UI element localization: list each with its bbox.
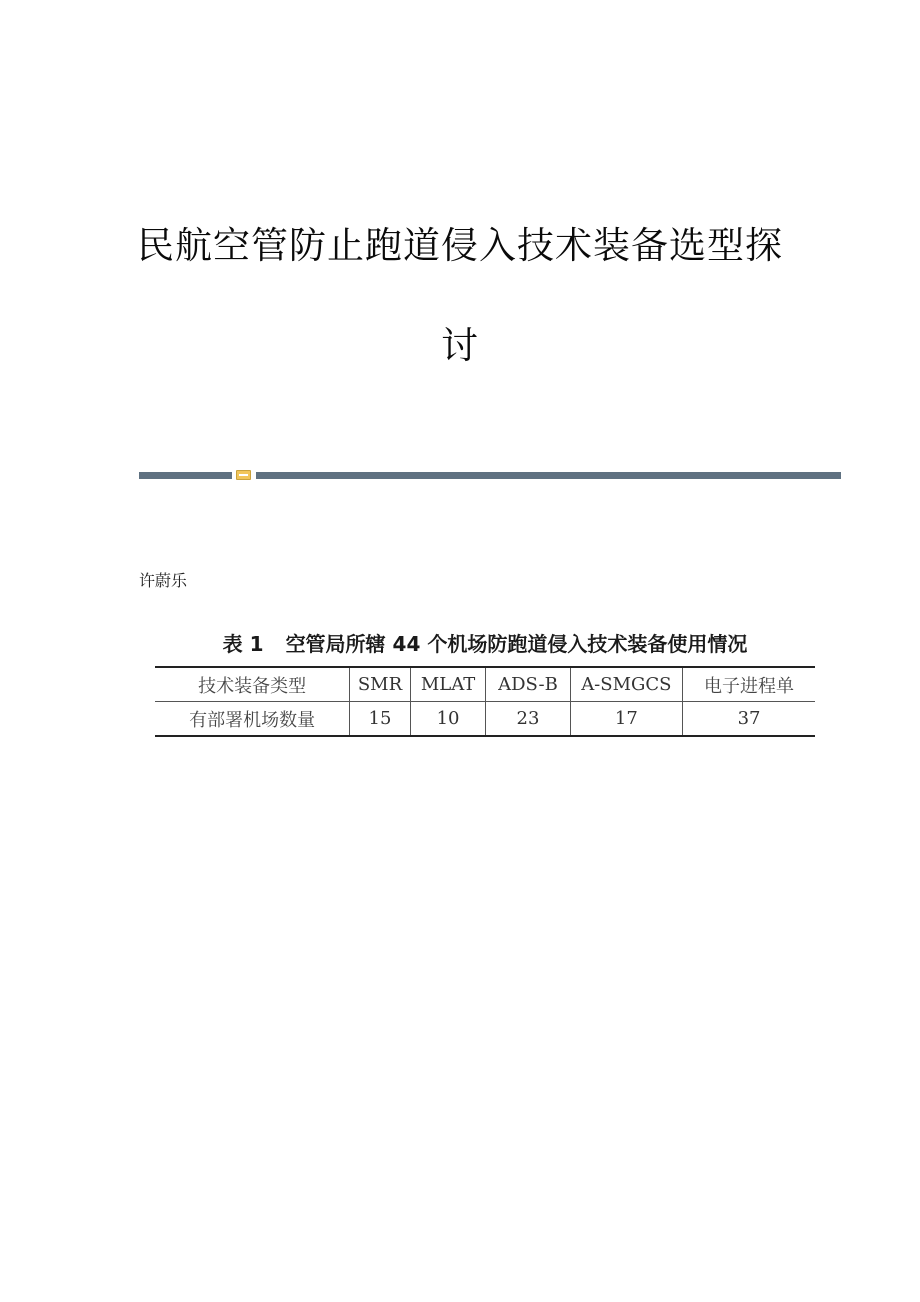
document-title-line-2: 讨 — [441, 324, 479, 367]
table-caption-text: 空管局所辖 44 个机场防跑道侵入技术装备使用情况 — [285, 632, 748, 656]
table-header-cell: 电子进程单 — [683, 667, 815, 702]
document-title-line-1: 民航空管防止跑道侵入技术装备选型探 — [137, 224, 783, 267]
table-header-cell: ADS-B — [486, 667, 570, 702]
table-cell: 10 — [410, 702, 485, 737]
table-header-cell: 技术装备类型 — [155, 667, 350, 702]
table-header-cell: A-SMGCS — [570, 667, 682, 702]
author-name: 许蔚乐 — [139, 571, 188, 590]
divider-ornament-icon — [236, 470, 251, 480]
equipment-usage-table — [155, 666, 815, 737]
table-header-row — [155, 667, 815, 702]
table-cell: 15 — [350, 702, 411, 737]
title-divider — [139, 470, 841, 480]
table-cell: 17 — [570, 702, 682, 737]
table-row — [155, 702, 815, 737]
table-cell: 37 — [683, 702, 815, 737]
divider-bar-left — [139, 472, 232, 479]
table-header-cell: SMR — [350, 667, 411, 702]
table-cell: 23 — [486, 702, 570, 737]
table-header-cell: MLAT — [410, 667, 485, 702]
table-caption-label: 表 1 — [222, 632, 264, 656]
table-row-label: 有部署机场数量 — [189, 709, 316, 731]
table-caption — [0, 628, 920, 657]
divider-bar-right — [256, 472, 841, 479]
